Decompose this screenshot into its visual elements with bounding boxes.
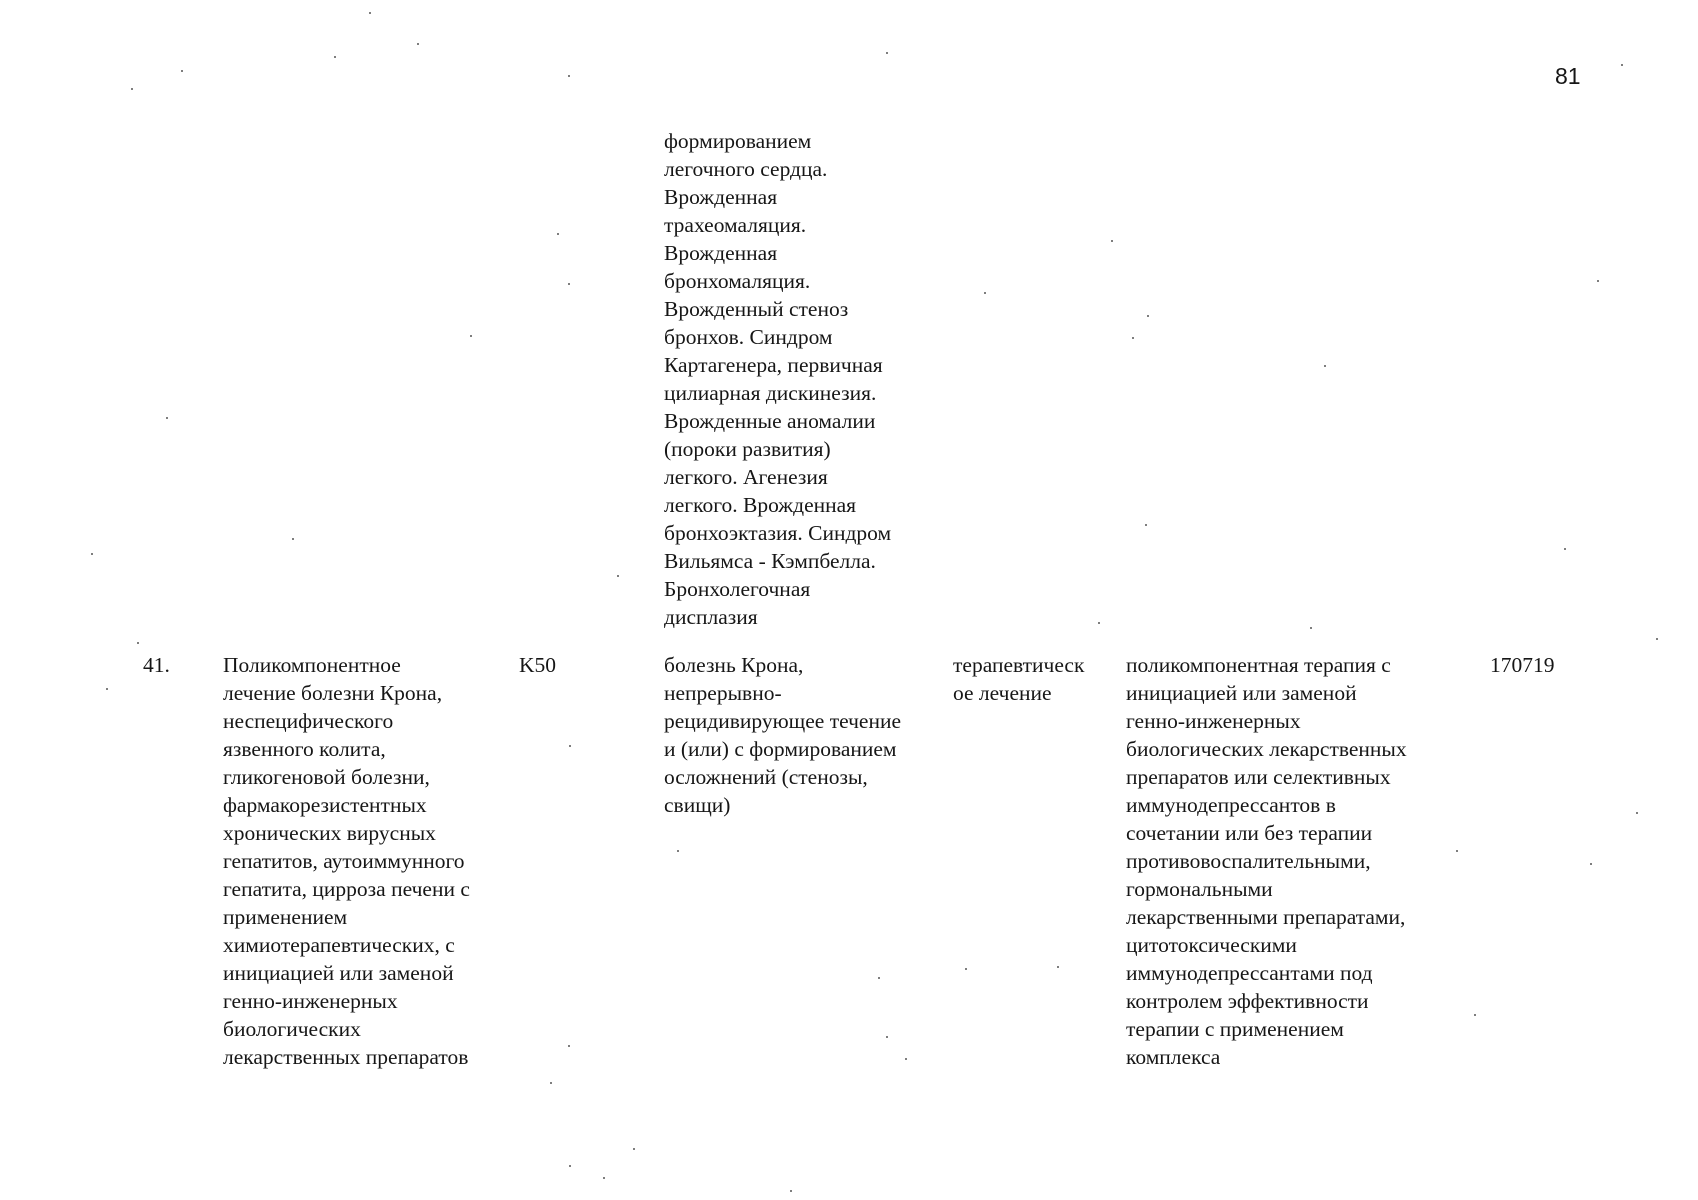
scan-speck xyxy=(886,1036,888,1038)
scan-speck xyxy=(905,1058,907,1060)
scan-speck xyxy=(633,1148,635,1150)
scan-speck xyxy=(1310,627,1312,629)
scan-speck xyxy=(1098,622,1100,624)
scan-speck xyxy=(292,538,294,540)
scan-speck xyxy=(569,1165,571,1167)
scan-speck xyxy=(1597,280,1599,282)
continued-diagnosis-cell: формированием легочного сердца. Врожденная трахеомаляция. Врожденная бронхомаляция. Врожденный стеноз бронхов. Синдром Картагенера, первичная цилиарная дискинезия. Врожденные аномалии (пороки развития) легкого. Агенезия легкого. Врожденная бронхоэктазия. Синдром Вильямса - Кэмпбелла. Бронхолегочная дисплазия xyxy=(664,129,892,629)
scan-speck xyxy=(166,417,168,419)
scan-speck xyxy=(1636,812,1638,814)
scan-speck xyxy=(569,745,571,747)
scan-speck xyxy=(677,850,679,852)
scan-speck xyxy=(106,688,108,690)
scan-speck xyxy=(417,43,419,45)
scan-speck xyxy=(568,75,570,77)
scan-speck xyxy=(1456,850,1458,852)
scan-speck xyxy=(91,553,93,555)
scan-speck xyxy=(1111,240,1113,242)
scan-speck xyxy=(878,977,880,979)
scan-speck xyxy=(617,575,619,577)
scan-speck xyxy=(568,283,570,285)
scan-speck xyxy=(984,292,986,294)
scan-speck xyxy=(334,56,336,58)
scan-speck xyxy=(1145,524,1147,526)
scan-speck xyxy=(181,70,183,72)
scan-speck xyxy=(603,1177,605,1179)
scan-speck xyxy=(557,233,559,235)
scan-speck xyxy=(1621,64,1623,66)
scan-speck xyxy=(965,968,967,970)
treatment-type-cell: терапевтическ ое лечение xyxy=(953,653,1085,705)
scan-speck xyxy=(131,88,133,90)
page-number: 81 xyxy=(1555,63,1581,89)
icd-code-cell: K50 xyxy=(519,653,557,677)
scan-speck xyxy=(1590,863,1592,865)
scan-speck xyxy=(1474,1014,1476,1016)
scan-speck xyxy=(790,1190,792,1192)
scan-speck xyxy=(1147,315,1149,317)
scan-speck xyxy=(1656,638,1658,640)
method-cell: поликомпонентная терапия с инициацией или заменой генно-инженерных биологических лекарственных препаратов или селективных иммунодепрессантов в сочетании или без терапии противовоспалительными, гормональными лекарственными препаратами, цитотоксическими иммунодепрессантами под контролем эффективности терапии с применением комплекса xyxy=(1126,653,1407,1069)
scan-speck xyxy=(886,52,888,54)
row-number: 41. xyxy=(143,653,170,677)
scan-speck xyxy=(137,642,139,644)
scan-speck xyxy=(568,1045,570,1047)
cost-cell: 170719 xyxy=(1490,653,1555,677)
scan-speck xyxy=(1564,548,1566,550)
treatment-name-cell: Поликомпонентное лечение болезни Крона, неспецифического язвенного колита, гликогеновой болезни, фармакорезистентных хронических вирусных гепатитов, аутоиммунного гепатита, цирроза печени с применением химиотерапевтических, с инициацией или заменой генно-инженерных биологических лекарственных препаратов xyxy=(223,653,470,1069)
scan-speck xyxy=(550,1082,552,1084)
scan-speck xyxy=(369,12,371,14)
scan-speck xyxy=(1324,365,1326,367)
scan-speck xyxy=(470,335,472,337)
scan-speck xyxy=(1057,966,1059,968)
scan-speck xyxy=(1132,337,1134,339)
diagnosis-cell: болезнь Крона, непрерывно- рецидивирующее течение и (или) с формированием осложнений (стенозы, свищи) xyxy=(664,653,902,817)
